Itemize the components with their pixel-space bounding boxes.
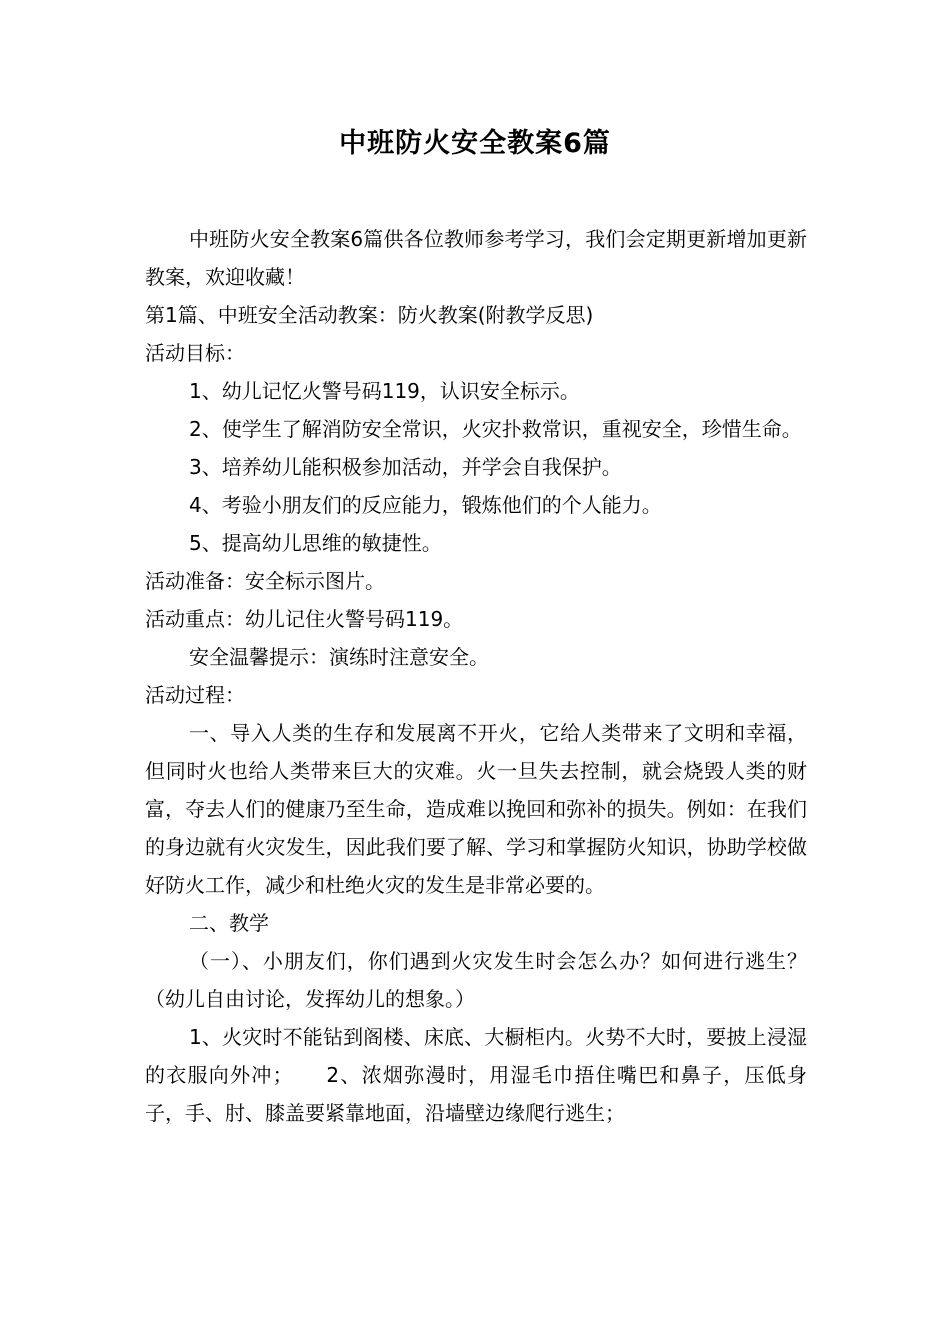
goal-item-3: 3、培养幼儿能积极参加活动，并学会自我保护。 [189,455,622,479]
goal-item-4: 4、考验小朋友们的反应能力，锻炼他们的个人能力。 [189,493,662,517]
escape-tips-paragraph: 1、火灾时不能钻到阁楼、床底、大橱柜内。火势不大时，要披上浸湿的衣服向外冲； 2、浓烟弥漫时，用湿毛巾捂住嘴巴和鼻子，压低身子，手、肘、膝盖要紧靠地面，沿墙壁边缘爬行逃生； [145,1025,807,1125]
goals-label: 活动目标： [145,341,245,365]
intro-paragraph: 中班防火安全教案6篇供各位教师参考学习，我们会定期更新增加更新教案，欢迎收藏！ [145,227,807,289]
question-paragraph: （一）、小朋友们，你们遇到火灾发生时会怎么办？如何进行逃生？（幼儿自由讨论，发挥幼儿的想象。） [145,949,807,1011]
preparation-line: 活动准备：安全标示图片。 [145,569,385,593]
goal-item-1: 1、幼儿记忆火警号码119，认识安全标示。 [189,379,580,403]
teaching-heading: 二、教学 [189,911,269,935]
section-heading: 第1篇、中班安全活动教案：防火教案(附教学反思) [145,303,594,327]
goal-item-5: 5、提高幼儿思维的敏捷性。 [189,531,442,555]
safety-tip-line: 安全温馨提示：演练时注意安全。 [189,645,489,669]
document-title: 中班防火安全教案6篇 [339,128,611,159]
document-body [145,220,807,1132]
intro-step-paragraph: 一、导入人类的生存和发展离不开火，它给人类带来了文明和幸福，但同时火也给人类带来巨大的灾难。火一旦失去控制，就会烧毁人类的财富，夺去人们的健康乃至生命，造成难以挽回和弥补的损失。例如：在我们的身边就有火灾发生，因此我们要了解、学习和掌握防火知识，协助学校做好防火工作，减少和杜绝火灾的发生是非常必要的。 [145,721,807,897]
key-point-line: 活动重点：幼儿记住火警号码119。 [145,607,464,631]
goal-item-2: 2、使学生了解消防安全常识，火灾扑救常识，重视安全，珍惜生命。 [189,417,802,441]
process-label: 活动过程： [145,683,245,707]
